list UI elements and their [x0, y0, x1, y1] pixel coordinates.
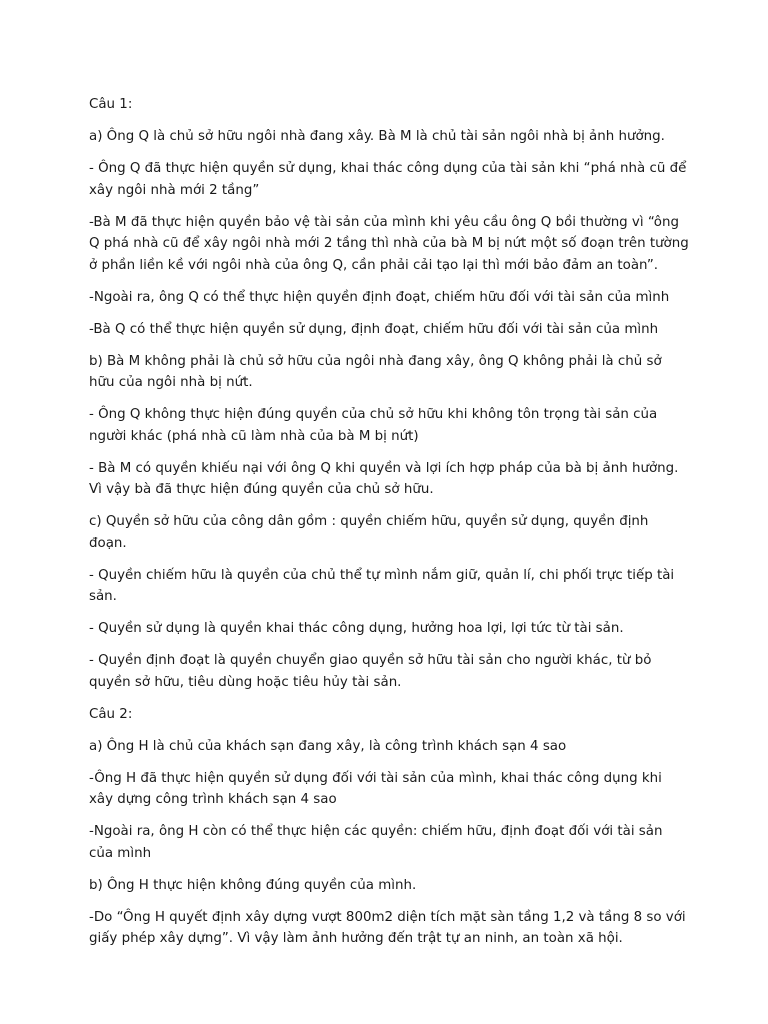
- paragraph: -Bà Q có thể thực hiện quyền sử dụng, định đoạt, chiếm hữu đối với tài sản của mình: [89, 321, 659, 337]
- paragraph-heading-cau-1: Câu 1:: [89, 97, 133, 112]
- paragraph: b) Bà M không phải là chủ sở hữu của ngôi nhà đang xây, ông Q không phải là chủ sở hữu của ngôi nhà bị nứt.: [89, 353, 662, 390]
- paragraph: -Bà M đã thực hiện quyền bảo vệ tài sản của mình khi yêu cầu ông Q bồi thường vì “ông Q phá nhà cũ để xây ngôi nhà mới 2 tầng thì nhà của bà M bị nứt một số đoạn trên tường ở phần liền kề với ngôi nhà của ông Q, cần phải cải tạo lại thì mới bảo đảm an toàn”.: [89, 214, 689, 273]
- paragraph: - Ông Q đã thực hiện quyền sử dụng, khai thác công dụng của tài sản khi “phá nhà cũ để xây ngôi nhà mới 2 tầng”: [89, 161, 687, 198]
- paragraph: - Quyền sử dụng là quyền khai thác công dụng, hưởng hoa lợi, lợi tức từ tài sản.: [89, 621, 624, 636]
- paragraph: - Quyền chiếm hữu là quyền của chủ thể tự mình nắm giữ, quản lí, chi phối trực tiếp tài sản.: [89, 567, 675, 604]
- paragraph: -Ông H đã thực hiện quyền sử dụng đối với tài sản của mình, khai thác công dụng khi xây dựng công trình khách sạn 4 sao: [89, 770, 662, 807]
- document-body: [89, 94, 689, 960]
- paragraph: c) Quyền sở hữu của công dân gồm : quyền chiếm hữu, quyền sử dụng, quyền định đoạn.: [89, 514, 649, 551]
- paragraph: -Ngoài ra, ông Q có thể thực hiện quyền định đoạt, chiếm hữu đối với tài sản của mình: [89, 289, 670, 305]
- paragraph: a) Ông Q là chủ sở hữu ngôi nhà đang xây. Bà M là chủ tài sản ngôi nhà bị ảnh hưởng.: [89, 129, 665, 144]
- paragraph: a) Ông H là chủ của khách sạn đang xây, là công trình khách sạn 4 sao: [89, 738, 567, 754]
- paragraph-heading-cau-2: Câu 2:: [89, 706, 133, 722]
- paragraph: - Bà M có quyền khiếu nại với ông Q khi quyền và lợi ích hợp pháp của bà bị ảnh hưởng. Vì vậy bà đã thực hiện đúng quyền của chủ sở hữu.: [89, 460, 679, 497]
- paragraph: -Do “Ông H quyết định xây dựng vượt 800m2 diện tích mặt sàn tầng 1,2 và tầng 8 so với giấy phép xây dựng”. Vì vậy làm ảnh hưởng đến trật tự an ninh, an toàn xã hội.: [89, 909, 686, 946]
- paragraph: - Quyền định đoạt là quyền chuyển giao quyền sở hữu tài sản cho người khác, từ bỏ quyền sở hữu, tiêu dùng hoặc tiêu hủy tài sản.: [89, 653, 652, 690]
- paragraph: b) Ông H thực hiện không đúng quyền của mình.: [89, 877, 417, 893]
- paragraph: -Ngoài ra, ông H còn có thể thực hiện các quyền: chiếm hữu, định đoạt đối với tài sản của mình: [89, 824, 663, 861]
- paragraph: - Ông Q không thực hiện đúng quyền của chủ sở hữu khi không tôn trọng tài sản của người khác (phá nhà cũ làm nhà của bà M bị nứt): [89, 407, 658, 444]
